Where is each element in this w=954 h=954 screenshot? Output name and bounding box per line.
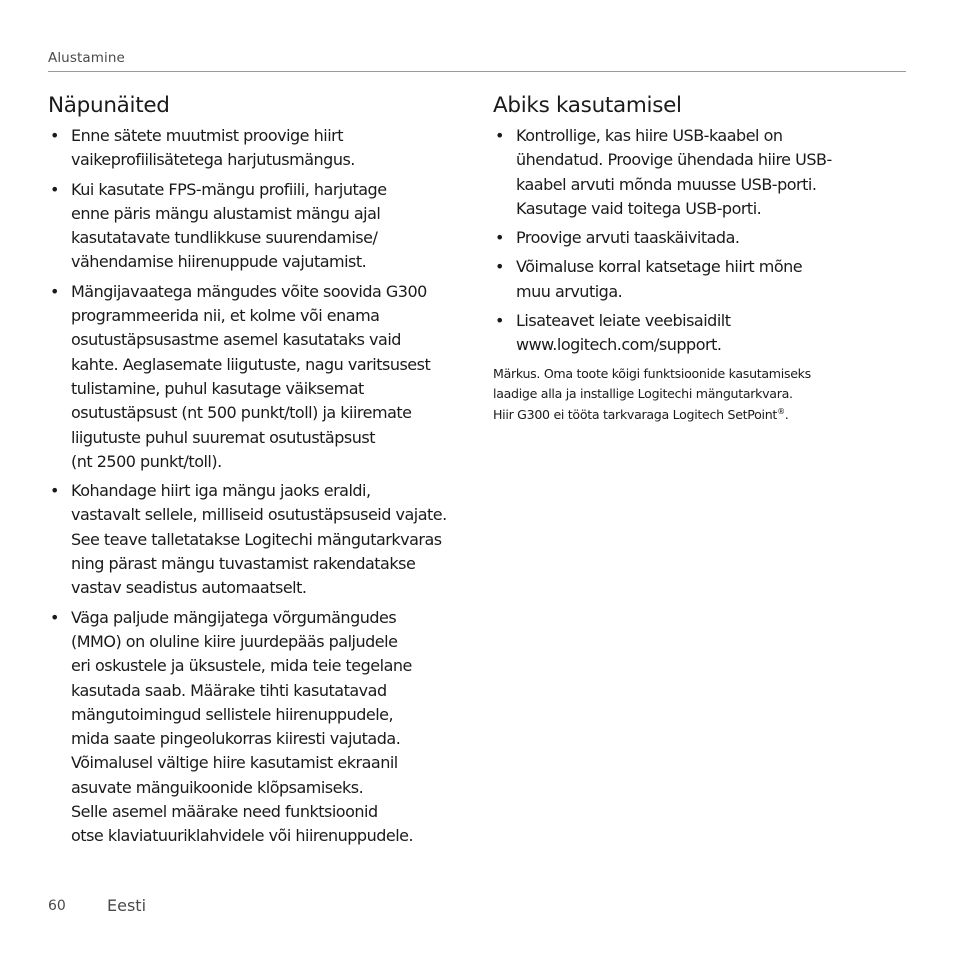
tip-item-line: Mängijavaatega mängudes võite soovida G300	[71, 281, 427, 301]
tip-item-line: Kohandage hiirt iga mängu jaoks eraldi,	[71, 481, 371, 501]
bullet-icon: •	[50, 179, 59, 199]
tip-item-line: asuvate mänguikoonide klõpsamiseks.	[71, 777, 364, 797]
tip-item-line: vastavalt sellele, milliseid osutustäpsuseid vajate.	[71, 505, 447, 525]
tip-item-line: mida saate pingeolukorras kiiresti vajutada.	[71, 729, 401, 749]
page-number: 60	[48, 898, 66, 914]
tips-heading: Näpunäited	[48, 93, 170, 118]
note-text: Hiir G300 ei tööta tarkvaraga Logitech SetPoint	[493, 406, 778, 422]
bullet-icon: •	[495, 257, 504, 277]
tip-item-line: Võimalusel vältige hiire kasutamist ekraanil	[71, 753, 398, 773]
tip-item-line: (MMO) on oluline kiire juurdepääs paljudele	[71, 631, 398, 651]
tip-item-line: Selle asemel määrake need funktsioonid	[71, 802, 378, 822]
tips-column	[48, 90, 468, 854]
help-item-line: ühendatud. Proovige ühendada hiire USB-	[516, 150, 832, 170]
help-item	[493, 255, 893, 304]
bullet-icon: •	[50, 481, 59, 501]
tip-item-line: enne päris mängu alustamist mängu ajal	[71, 203, 381, 223]
note-line: laadige alla ja installige Logitechi mängutarkvara.	[493, 386, 793, 402]
tip-item-line: kasutatavate tundlikkuse suurendamise/	[71, 228, 378, 248]
tip-item-line: liigutuste puhul suuremat osutustäpsust	[71, 427, 375, 447]
tip-item-line: Enne sätete muutmist proovige hiirt	[71, 126, 343, 145]
tip-item-line: tulistamine, puhul kasutage väiksemat	[71, 378, 364, 398]
bullet-icon: •	[50, 607, 59, 627]
tip-item-line: mängutoimingud sellistele hiirenuppudele,	[71, 704, 394, 724]
footer-language: Eesti	[107, 896, 147, 915]
help-item-line: Kasutage vaid toitega USB-porti.	[516, 198, 762, 218]
tip-item-line: otse klaviatuuriklahvidele või hiirenuppudele.	[71, 826, 414, 846]
section-header: Alustamine	[48, 50, 125, 66]
tip-item	[48, 479, 468, 600]
help-heading: Abiks kasutamisel	[493, 93, 682, 118]
header-divider	[48, 71, 906, 72]
note-line: Märkus. Oma toote kõigi funktsioonide kasutamiseks	[493, 365, 811, 381]
note-paragraph	[493, 364, 893, 426]
tip-item-line: osutustäpsusastme asemel kasutataks vaid	[71, 330, 401, 350]
tip-item-line: See teave talletatakse Logitechi mängutarkvaras	[71, 529, 442, 549]
help-item	[493, 226, 893, 250]
tip-item-line: osutustäpsust (nt 500 punkt/toll) ja kiiremate	[71, 403, 412, 423]
help-item-line: kaabel arvuti mõnda muusse USB-porti.	[516, 174, 817, 194]
note-line	[493, 405, 893, 426]
help-item	[493, 124, 893, 221]
bullet-icon: •	[495, 311, 504, 331]
bullet-icon: •	[495, 126, 504, 145]
tip-item-line: (nt 2500 punkt/toll).	[71, 451, 222, 471]
help-item-line: Kontrollige, kas hiire USB-kaabel on	[516, 126, 783, 145]
tip-item	[48, 124, 468, 173]
registered-mark: ®	[777, 406, 785, 416]
help-item	[493, 309, 893, 358]
tips-list	[48, 124, 468, 849]
note-period: .	[784, 406, 789, 422]
tip-item-line: eri oskustele ja üksustele, mida teie tegelane	[71, 656, 412, 676]
bullet-icon: •	[50, 126, 59, 145]
help-item-line: Proovige arvuti taaskäivitada.	[516, 228, 740, 248]
help-list	[493, 124, 893, 358]
tip-item-line: programmeerida nii, et kolme või enama	[71, 306, 380, 326]
tip-item-line: Väga paljude mängijatega võrgumängudes	[71, 607, 397, 627]
tip-item	[48, 280, 468, 474]
tip-item-line: ning pärast mängu tuvastamist rakendatakse	[71, 554, 416, 574]
bullet-icon: •	[495, 228, 504, 248]
tip-item-line: vastav seadistus automaatselt.	[71, 578, 307, 598]
help-item-line: Võimaluse korral katsetage hiirt mõne	[516, 257, 803, 277]
help-item-line: muu arvutiga.	[516, 281, 623, 301]
tip-item-line: vaikeprofiilisätetega harjutusmängus.	[71, 150, 355, 170]
tip-item-line: vähendamise hiirenuppude vajutamist.	[71, 252, 367, 272]
help-item-line: Lisateavet leiate veebisaidilt	[516, 311, 731, 331]
tip-item	[48, 606, 468, 849]
tip-item-line: kahte. Aeglasemate liigutuste, nagu varitsusest	[71, 354, 431, 374]
help-item-line: www.logitech.com/support.	[516, 335, 722, 355]
tip-item-line: Kui kasutate FPS-mängu profiili, harjutage	[71, 179, 387, 199]
tip-item	[48, 178, 468, 275]
bullet-icon: •	[50, 281, 59, 301]
help-column	[493, 90, 893, 425]
tip-item-line: kasutada saab. Määrake tihti kasutatavad	[71, 680, 387, 700]
